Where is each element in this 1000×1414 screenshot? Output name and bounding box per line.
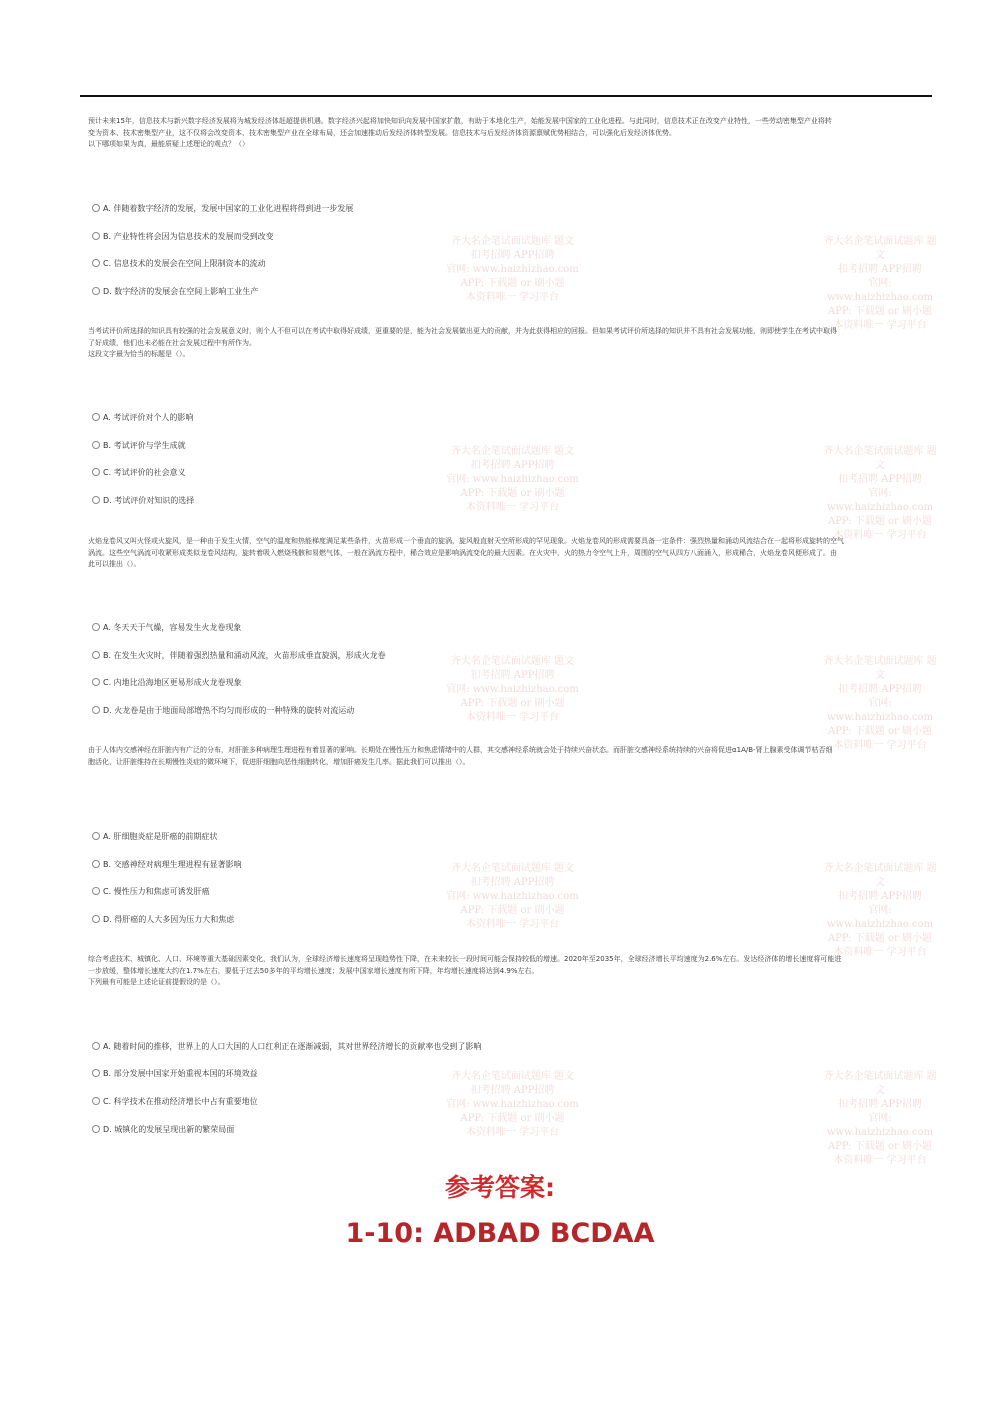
option-c[interactable]: [92, 675, 242, 689]
radio-icon[interactable]: [92, 1042, 100, 1050]
radio-icon[interactable]: [92, 287, 100, 295]
option-label: B. 产业特性将会因为信息技术的发展而受到改变: [103, 231, 274, 241]
option-b[interactable]: [92, 648, 386, 662]
option-label: A. 随着时间的推移，世界上的人口大国的人口红利正在逐渐减弱，其对世界经济增长的贡献率也受到了影响: [103, 1041, 482, 1051]
option-a[interactable]: [92, 829, 217, 843]
radio-icon[interactable]: [92, 441, 100, 449]
option-label: C. 慢性压力和焦虑可诱发肝癌: [103, 886, 210, 896]
option-a[interactable]: [92, 1039, 481, 1053]
option-d[interactable]: [92, 284, 258, 298]
header-rule: [80, 95, 932, 97]
option-b[interactable]: [92, 857, 242, 871]
watermark: 齐大名企笔试面试题库 题文 扣考招聘 APP招聘 官网: www.haizhizhao.com APP: 下载题 or 刷小题 本资料唯一 学习平台: [446, 236, 579, 303]
question-stem: 火焰龙卷风又叫火怪或火旋风，是一种由于发生火情，空气的温度和热能梯度满足某些条件，火苗形成一个垂直的旋涡，旋风般直射天空所形成的罕见现象。火焰龙卷风的形成需要具备一定条件：强烈热量和涌动风流结合在一起将形成旋转的空气 涡流。这些空气涡流可收紧形成类似龙卷风结构，旋转着吸入燃烧残骸和易燃气体，一般在涡流方程中，稀合效应是影响涡流变化的最大因素。在火灾中，火的热力令空气上升，周围的空气从四方八面涌入，形成稀合，火焰龙卷风便形成了。由 此可以推出（）。: [88, 537, 844, 568]
watermark: 齐大名企笔试面试题库 题文 扣考招聘 APP招聘 官网: www.haizhizhao.com APP: 下载题 or 刷小题 本资料唯一 学习平台: [446, 446, 579, 513]
option-c[interactable]: [92, 884, 210, 898]
radio-icon[interactable]: [92, 915, 100, 923]
question-stem: 综合考虑技术、城镇化、人口、环境等重大基础因素变化，我们认为，全球经济增长速度将呈现趋势性下降，在未来较长一段时间可能会保持较低的增速。2020年至2035年，全球经济增长平均速度为2.6%左右。发达经济体的增长速度将可能进 一步放缓，整体增长速度大约在1.7%左右，要低于过去50多年的平均增长速度；发展中国家增长速度有所下降，年均增长速度将达到4.9%左右。 下列最有可能是上述论证前提假设的是（）。: [88, 955, 842, 986]
radio-icon[interactable]: [92, 232, 100, 240]
option-c[interactable]: [92, 1094, 258, 1108]
question-stem: 预计未来15年，信息技术与新兴数字经济发展将为城发经济体赶超提供机遇。数字经济兴起将加快知识向发展中国家扩散，有助于本地化生产，始能发展中国家的工业化进程。与此同时，信息技术正在改变产业特性，一些劳动密集型产业将转 变为资本、技术密集型产业，这不仅将会改变资本、技术密集型产业在全球布局，还会加速推动后发经济体转型发展。信息技术与后发经济体资源禀赋优势相结合，可以强化后发经济体优势。 以下哪项如果为真，最能质疑上述理论的观点？（）: [88, 117, 832, 148]
option-label: A. 考试评价对个人的影响: [103, 412, 194, 422]
watermark: 齐大名企笔试面试题库 题文 扣考招聘 APP招聘 官网: www.haizhizhao.com APP: 下载题 or 刷小题 本资料唯一 学习平台: [823, 1071, 937, 1166]
option-a[interactable]: [92, 620, 241, 634]
radio-icon[interactable]: [92, 1125, 100, 1133]
option-label: B. 考试评价与学生成就: [103, 440, 186, 450]
watermark: 齐大名企笔试面试题库 题文 扣考招聘 APP招聘 官网: www.haizhizhao.com APP: 下载题 or 刷小题 本资料唯一 学习平台: [823, 236, 937, 331]
answer-heading: 参考答案:: [445, 1173, 555, 1202]
option-label: C. 内地比沿海地区更易形成火龙卷现象: [103, 677, 242, 687]
radio-icon[interactable]: [92, 860, 100, 868]
radio-icon[interactable]: [92, 413, 100, 421]
option-label: D. 火龙卷是由于地面局部增热不均匀而形成的一种特殊的旋转对流运动: [103, 705, 355, 715]
option-label: B. 交感神经对病理生理进程有显著影响: [103, 859, 242, 869]
option-label: D. 数字经济的发展会在空间上影响工业生产: [103, 286, 259, 296]
option-a[interactable]: [92, 201, 353, 215]
option-d[interactable]: [92, 1122, 234, 1136]
radio-icon[interactable]: [92, 496, 100, 504]
question-stem: 当考试评价所选择的知识具有较强的社会发展意义时，则个人不但可以在考试中取得好成绩，更重要的是，能为社会发展做出更大的贡献，并为此获得相应的回报。但如果考试评价所选择的知识并不具有社会发展功能，则即使学生在考试中取得 了好成绩，他们也未必能在社会发展过程中有所作为。 这段文字最为恰当的标题是（）。: [88, 327, 837, 358]
radio-icon[interactable]: [92, 887, 100, 895]
radio-icon[interactable]: [92, 651, 100, 659]
watermark: 齐大名企笔试面试题库 题文 扣考招聘 APP招聘 官网: www.haizhizhao.com APP: 下载题 or 刷小题 本资料唯一 学习平台: [446, 656, 579, 723]
radio-icon[interactable]: [92, 706, 100, 714]
option-label: D. 城镇化的发展呈现出新的繁荣局面: [103, 1124, 235, 1134]
watermark: 齐大名企笔试面试题库 题文 扣考招聘 APP招聘 官网: www.haizhizhao.com APP: 下载题 or 刷小题 本资料唯一 学习平台: [823, 656, 937, 751]
radio-icon[interactable]: [92, 832, 100, 840]
option-c[interactable]: [92, 465, 186, 479]
option-label: A. 肝细胞炎症是肝癌的前期症状: [103, 831, 218, 841]
question-stem: 由于人体内交感神经在肝脏内有广泛的分布，对肝脏多种病理生理进程有着显著的影响。长期处在慢性压力和焦虑情绪中的人群，其交感神经系统就会处于持续兴奋状态。而肝脏交感神经系统持续的兴奋将促进α1A/B-肾上腺素受体调节枯否细 胞活化，让肝脏维持在长期慢性炎症的微环境下，促进肝细胞向恶性细胞转化，增加肝癌发生几率。据此我们可以推出（）。: [88, 746, 833, 766]
radio-icon[interactable]: [92, 204, 100, 212]
radio-icon[interactable]: [92, 259, 100, 267]
answer-key: 1-10: ADBAD BCDAA: [345, 1218, 655, 1249]
option-label: C. 信息技术的发展会在空间上限制资本的流动: [103, 258, 266, 268]
option-label: A. 伴随着数字经济的发展，发展中国家的工业化进程将得到进一步发展: [103, 203, 354, 213]
option-label: A. 冬天天干气燥，容易发生火龙卷现象: [103, 622, 242, 632]
option-a[interactable]: [92, 410, 193, 424]
option-label: C. 科学技术在推动经济增长中占有重要地位: [103, 1096, 258, 1106]
option-b[interactable]: [92, 438, 186, 452]
option-b[interactable]: [92, 229, 274, 243]
option-d[interactable]: [92, 493, 194, 507]
watermark: 齐大名企笔试面试题库 题文 扣考招聘 APP招聘 官网: www.haizhizhao.com APP: 下载题 or 刷小题 本资料唯一 学习平台: [823, 446, 937, 541]
watermark: 齐大名企笔试面试题库 题文 扣考招聘 APP招聘 官网: www.haizhizhao.com APP: 下载题 or 刷小题 本资料唯一 学习平台: [446, 1071, 579, 1138]
option-c[interactable]: [92, 256, 266, 270]
option-d[interactable]: [92, 912, 234, 926]
watermark: 齐大名企笔试面试题库 题文 扣考招聘 APP招聘 官网: www.haizhizhao.com APP: 下载题 or 刷小题 本资料唯一 学习平台: [823, 863, 937, 958]
option-label: C. 考试评价的社会意义: [103, 467, 186, 477]
watermark: 齐大名企笔试面试题库 题文 扣考招聘 APP招聘 官网: www.haizhizhao.com APP: 下载题 or 刷小题 本资料唯一 学习平台: [446, 863, 579, 930]
radio-icon[interactable]: [92, 623, 100, 631]
option-label: B. 在发生火灾时，伴随着强烈热量和涌动风流，火苗形成垂直旋涡，形成火龙卷: [103, 650, 386, 660]
option-d[interactable]: [92, 703, 354, 717]
radio-icon[interactable]: [92, 468, 100, 476]
option-b[interactable]: [92, 1066, 258, 1080]
option-label: B. 部分发展中国家开始重视本国的环境效益: [103, 1068, 258, 1078]
radio-icon[interactable]: [92, 678, 100, 686]
radio-icon[interactable]: [92, 1097, 100, 1105]
option-label: D. 得肝癌的人大多因为压力大和焦虑: [103, 914, 235, 924]
option-label: D. 考试评价对知识的选择: [103, 495, 195, 505]
radio-icon[interactable]: [92, 1069, 100, 1077]
